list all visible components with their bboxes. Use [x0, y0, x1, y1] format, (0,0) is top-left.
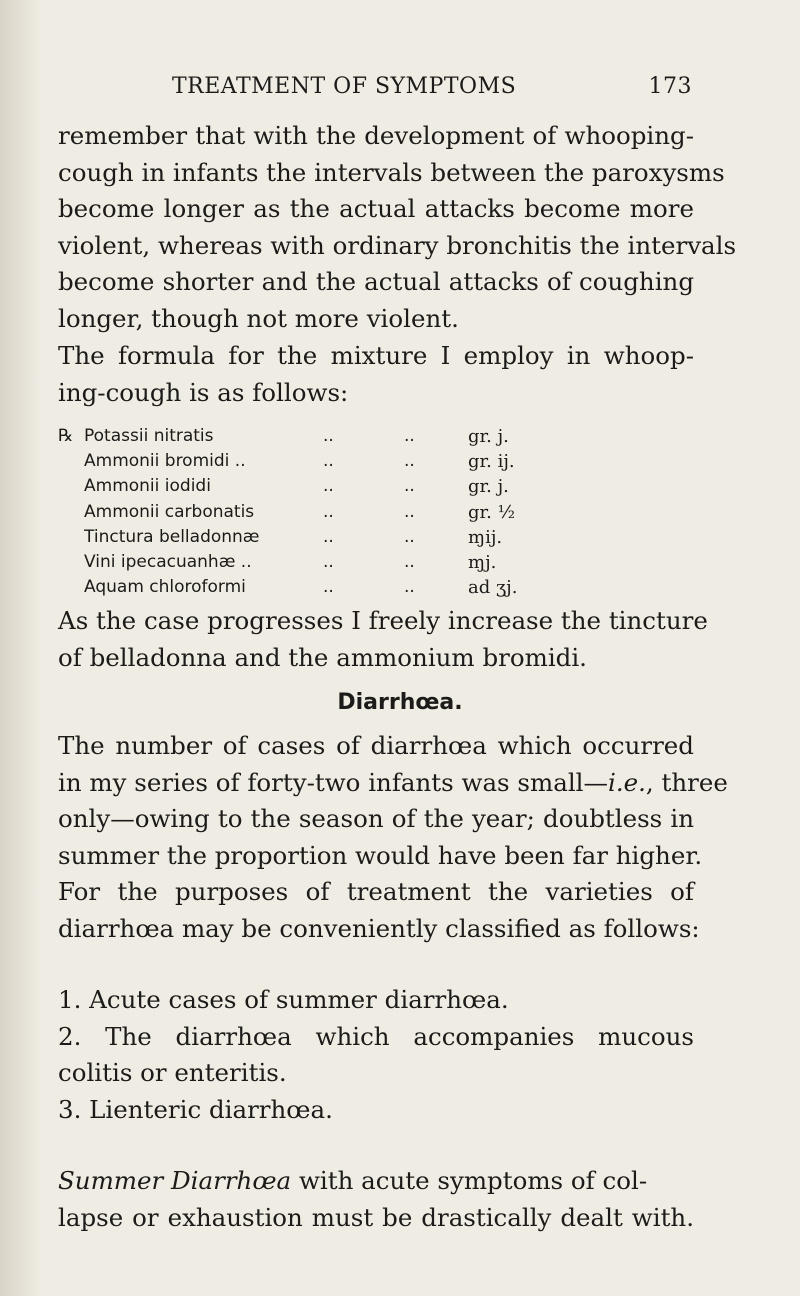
- prescription-row: [58, 525, 698, 550]
- leader-dots: ..: [404, 526, 415, 547]
- list-item: 1. Acute cases of summer diarrhœa.: [58, 985, 509, 1014]
- text-line: become longer as the actual attacks become more: [58, 194, 694, 223]
- running-header: [172, 74, 692, 110]
- text-fragment: , three: [645, 767, 728, 797]
- text-line: diarrhœa may be conveniently classified as follows:: [58, 913, 700, 943]
- text-line: ing-cough is as follows:: [58, 377, 349, 407]
- prescription-row: [58, 500, 698, 525]
- diarrhoea-varieties-list: [58, 982, 694, 1128]
- leader-dots: ..: [404, 551, 415, 572]
- text-line: For the purposes of treatment the varieties of: [58, 877, 694, 906]
- ingredient-name: Ammonii carbonatis: [84, 501, 255, 522]
- leader-dots: ..: [323, 426, 334, 446]
- paragraph-4: [58, 728, 728, 947]
- text-line: summer the proportion would have been far higher.: [58, 840, 703, 870]
- text-line: remember that with the development of whooping-: [58, 121, 694, 150]
- prescription-row: [58, 424, 698, 449]
- text-line: The formula for the mixture I employ in whoop-: [58, 341, 694, 370]
- prescription-row: [58, 550, 698, 575]
- ingredient-name: Ammonii iodidi: [84, 476, 211, 497]
- ingredient-dose: gr. j.: [468, 476, 509, 498]
- ingredient-dose: ɱij.: [468, 526, 503, 548]
- page-number: 173: [648, 74, 692, 99]
- leader-dots: ..: [323, 526, 334, 547]
- recipe-symbol: ℞: [58, 426, 74, 446]
- leader-dots: ..: [323, 551, 334, 572]
- text-line: The number of cases of diarrhœa which occurred: [58, 731, 694, 760]
- italic-abbreviation: i.e.: [608, 767, 646, 797]
- ingredient-name: Vini ipecacuanhæ ..: [84, 551, 252, 572]
- text-line: lapse or exhaustion must be drastically dealt with.: [58, 1202, 694, 1232]
- ingredient-dose: ad ʒj.: [468, 577, 518, 599]
- header-title: TREATMENT OF SYMPTOMS: [172, 74, 517, 99]
- text-line: only—owing to the season of the year; doubtless in: [58, 804, 694, 833]
- ingredient-name: Tinctura belladonnæ: [84, 526, 260, 547]
- leader-dots: ..: [404, 451, 415, 472]
- text-line: longer, though not more violent.: [58, 303, 459, 333]
- text-line: of belladonna and the ammonium bromidi.: [58, 642, 587, 672]
- ingredient-dose: gr. j.: [468, 426, 509, 447]
- text-line: become shorter and the actual attacks of coughing: [58, 267, 694, 296]
- list-item: 2. The diarrhœa which accompanies mucous: [58, 1021, 694, 1051]
- text-line: As the case progresses I freely increase the tincture: [58, 606, 708, 635]
- text-line: [58, 765, 728, 802]
- ingredient-dose: ɱj.: [468, 551, 497, 573]
- list-item: 3. Lienteric diarrhœa.: [58, 1094, 333, 1124]
- text-fragment: with acute symptoms of col-: [291, 1166, 648, 1195]
- paragraph-5: [58, 1163, 694, 1236]
- prescription-formula: [58, 424, 698, 600]
- prescription-row: [58, 575, 698, 600]
- paragraph-1: [58, 118, 737, 337]
- text-line: violent, whereas with ordinary bronchitis the intervals: [58, 230, 737, 260]
- text-fragment: in my series of forty-two infants was small—: [58, 767, 608, 797]
- ingredient-name: Aquam chloroformi: [84, 577, 246, 598]
- ingredient-dose: gr. ij.: [468, 451, 515, 473]
- leader-dots: ..: [323, 476, 334, 497]
- page-edge-shadow: [0, 0, 42, 1296]
- text-line: [58, 1163, 694, 1200]
- ingredient-dose: gr. ½: [468, 501, 516, 523]
- prescription-row: [58, 449, 698, 474]
- ingredient-name: Potassii nitratis: [84, 426, 214, 446]
- paragraph-3: [58, 603, 708, 676]
- text-line: cough in infants the intervals between the paroxysms: [58, 157, 725, 187]
- prescription-row: [58, 474, 698, 499]
- paragraph-2: [58, 338, 694, 411]
- leader-dots: ..: [404, 501, 415, 522]
- leader-dots: ..: [323, 577, 334, 598]
- leader-dots: ..: [404, 426, 415, 446]
- ingredient-name: Ammonii bromidi ..: [84, 451, 246, 472]
- italic-subheading: Summer Diarrhœa: [58, 1166, 292, 1195]
- section-heading: Diarrhœa.: [337, 690, 463, 715]
- leader-dots: ..: [323, 501, 334, 522]
- list-item-continuation: colitis or enteritis.: [58, 1058, 287, 1087]
- leader-dots: ..: [404, 476, 415, 497]
- leader-dots: ..: [323, 451, 334, 472]
- leader-dots: ..: [404, 577, 415, 598]
